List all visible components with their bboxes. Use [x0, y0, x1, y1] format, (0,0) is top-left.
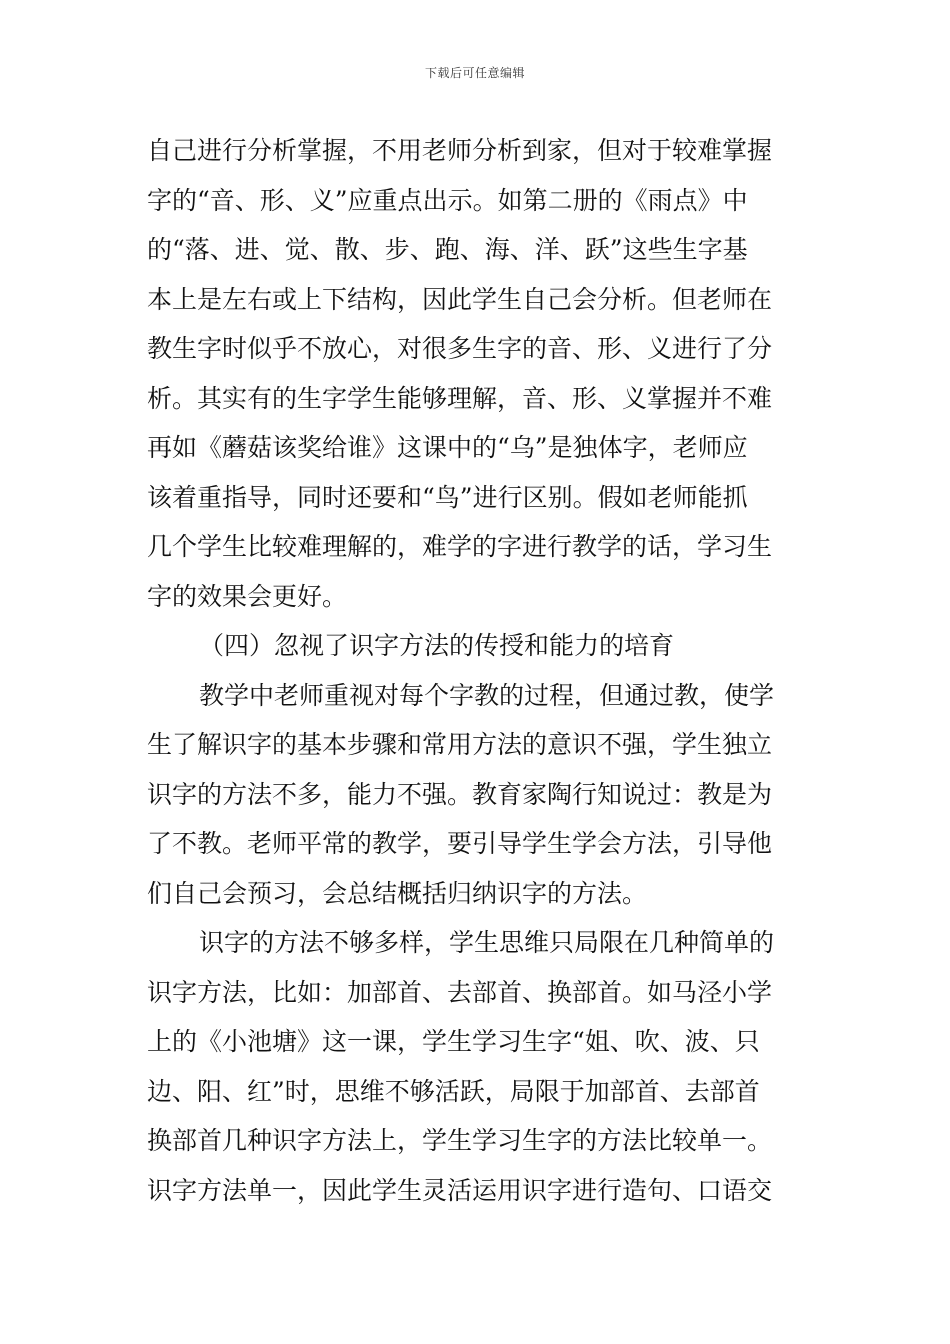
text-line: 几个学生比较难理解的，难学的字进行教学的话，学习生: [147, 532, 773, 561]
text-line: 识字方法单一，因此学生灵活运用识字进行造句、口语交: [147, 1175, 773, 1205]
text-line: 上的《小池塘》这一课，学生学习生字“姐、吹、波、只: [147, 1027, 760, 1056]
text-line: 再如《蘑菇该奖给谁》这课中的“乌”是独体字，老师应: [147, 433, 748, 462]
document-body: [147, 126, 807, 1215]
page-header: 下载后可任意编辑: [424, 66, 525, 80]
text-line: 们自己会预习，会总结概括归纳识字的方法。: [147, 878, 648, 908]
text-line: 换部首几种识字方法上，学生学习生字的方法比较单一。: [147, 1126, 773, 1155]
text-line: 生了解识字的基本步骤和常用方法的意识不强，学生独立: [147, 730, 773, 759]
text-line: 字的“音、形、义”应重点出示。如第二册的《雨点》中: [147, 185, 748, 215]
text-line: 自己进行分析掌握，不用老师分析到家，但对于较难掌握: [147, 136, 773, 165]
text-line: 识字方法，比如：加部首、去部首、换部首。如马泾小学: [147, 977, 773, 1007]
paragraph-start-line: 识字的方法不够多样，学生思维只局限在几种简单的: [199, 928, 775, 957]
text-line: 教生字时似乎不放心，对很多生字的音、形、义进行了分: [147, 334, 773, 363]
text-line: 析。其实有的生字学生能够理解，音、形、义掌握并不难: [147, 383, 773, 413]
section-heading: （四）忽视了识字方法的传授和能力的培育: [199, 631, 675, 660]
paragraph-start-line: 教学中老师重视对每个字教的过程，但通过教，使学: [199, 680, 775, 710]
text-line: 该着重指导，同时还要和“鸟”进行区别。假如老师能抓: [147, 482, 748, 512]
text-line: 识字的方法不多，能力不强。教育家陶行知说过：教是为: [147, 779, 773, 809]
text-line: 边、阳、红”时，思维不够活跃，局限于加部首、去部首: [147, 1076, 760, 1106]
text-line: 的“落、进、觉、散、步、跑、海、洋、跃”这些生字基: [147, 235, 748, 264]
text-line: 本上是左右或上下结构，因此学生自己会分析。但老师在: [147, 284, 773, 314]
text-line: 字的效果会更好。: [147, 581, 348, 611]
text-line: 了不教。老师平常的教学，要引导学生学会方法，引导他: [147, 829, 773, 858]
